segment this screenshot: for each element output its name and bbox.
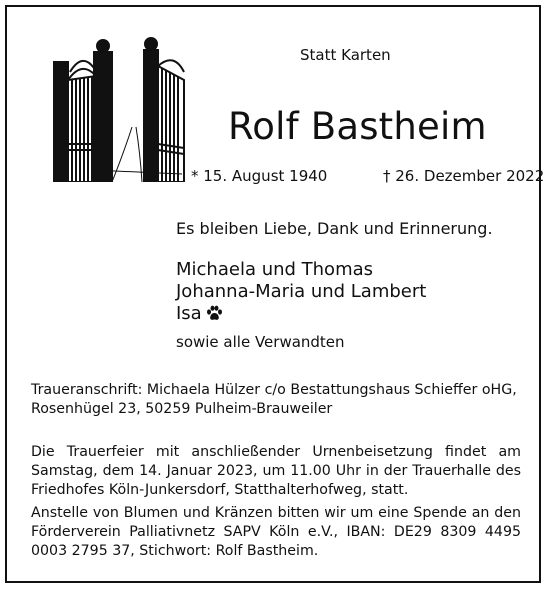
ceremony-text: Die Trauerfeier mit anschließender Urnenbeisetzung findet am Samstag, dem 14. Januar 2023, um 11.00 Uhr in der Trauerhalle des Friedhofes Köln-Junkersdorf, Statthalterhofweg, statt. — [31, 444, 521, 499]
mourners-list — [176, 259, 426, 352]
birth-date: * 15. August 1940 — [191, 167, 328, 185]
death-date: † 26. Dezember 2022 — [383, 167, 545, 185]
relatives-line: sowie alle Verwandten — [176, 333, 345, 351]
donation-text: Anstelle von Blumen und Kränzen bitten wir um eine Spende an den Förderverein Palliativnetz SAPV Köln e.V., IBAN: DE29 8309 4495 0003 2795 37, Stichwort: Rolf Bastheim. — [31, 505, 521, 560]
paw-icon — [206, 305, 223, 321]
statt-karten-label: Statt Karten — [300, 46, 391, 64]
mourner-line: Michaela und Thomas — [176, 259, 374, 280]
deceased-name: Rolf Bastheim — [228, 105, 487, 148]
mourner-line: Johanna-Maria und Lambert — [176, 281, 427, 302]
mourner-name: Isa — [176, 303, 202, 324]
motto-text: Es bleiben Liebe, Dank und Erinnerung. — [176, 219, 493, 238]
mourning-address: Traueranschrift: Michaela Hülzer c/o Bestattungshaus Schieffer oHG, Rosenhügel 23, 50259 Pulheim-Brauweiler — [31, 382, 517, 418]
mourner-line — [176, 303, 426, 325]
open-garden-gate-icon — [52, 32, 187, 182]
